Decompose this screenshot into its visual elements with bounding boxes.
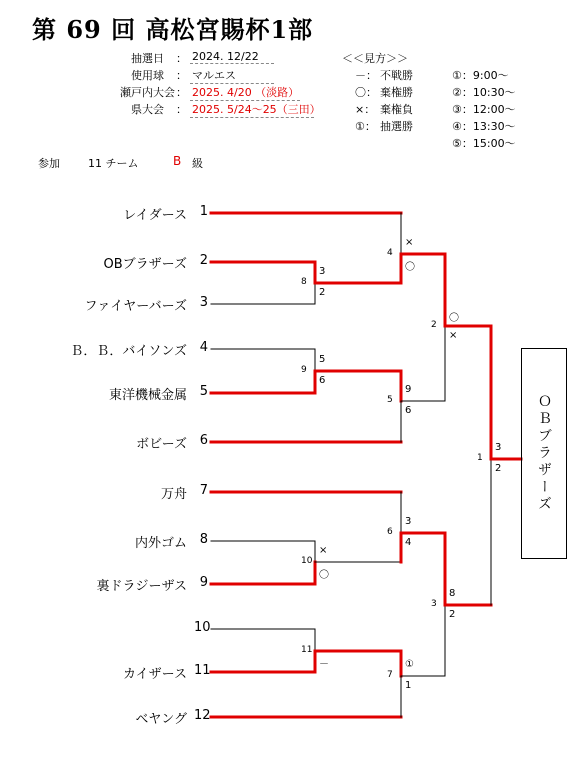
score-top: ×: [405, 237, 414, 248]
team-number: 6: [199, 433, 208, 448]
ball-value: マルエス: [190, 67, 274, 84]
match-number: 3: [431, 599, 437, 609]
match-number: 6: [387, 527, 393, 537]
score-top: 3: [495, 442, 502, 453]
legend-mark: ×：: [355, 103, 376, 116]
team-name: レイダース: [123, 208, 187, 223]
team-number: 3: [199, 295, 208, 310]
info-colon: ：: [176, 103, 187, 116]
champion-box: [521, 348, 567, 559]
score-bottom: 2: [319, 287, 326, 298]
team-name: 東洋機械金属: [108, 388, 187, 403]
score-top: ①: [405, 659, 414, 670]
prefecture-label: 県大会: [131, 103, 164, 116]
score-bottom: 〇: [319, 570, 329, 581]
legend-time: ④：13:30～: [452, 120, 516, 133]
participation-label: 参加: [38, 157, 60, 170]
score-top: 8: [449, 588, 456, 599]
team-count: 11 チーム: [88, 157, 139, 170]
info-colon: ：: [176, 69, 187, 82]
team-name: ファイヤーバーズ: [84, 299, 187, 314]
match-number: 10: [301, 556, 313, 566]
match-number: 2: [431, 320, 437, 330]
match-number: 4: [387, 248, 393, 258]
score-bottom: 1: [405, 680, 412, 691]
score-top: 3: [319, 266, 326, 277]
match-number: 5: [387, 395, 393, 405]
score-top: 5: [319, 354, 326, 365]
legend-mark-text: 棄権負: [380, 103, 413, 116]
legend-heading: ＜＜見方＞＞: [342, 52, 408, 65]
team-name: カイザース: [123, 667, 187, 682]
legend-mark-text: 不戦勝: [380, 69, 413, 82]
score-bottom: 〇: [405, 262, 415, 273]
team-number: 5: [199, 384, 208, 399]
team-name: 内外ゴム: [134, 536, 187, 551]
score-bottom: 4: [405, 537, 412, 548]
score-bottom: 6: [319, 375, 326, 386]
legend-time: ①：9:00～: [452, 69, 509, 82]
score-bottom: 2: [495, 463, 502, 474]
team-number: 12: [194, 708, 211, 723]
match-number: 7: [387, 670, 393, 680]
team-number: 11: [194, 663, 211, 678]
team-number: 8: [199, 532, 208, 547]
team-number: 4: [199, 340, 208, 355]
team-number: 9: [199, 575, 208, 590]
legend-time: ⑤：15:00～: [452, 137, 516, 150]
ball-label: 使用球: [131, 69, 164, 82]
page-title: 第 69 回 高松宮賜杯1部: [32, 15, 314, 44]
match-number: 11: [301, 645, 313, 655]
class-suffix: 級: [192, 157, 203, 170]
champion-name: ＯＢブラザーズ: [536, 394, 552, 513]
team-number: 10: [194, 620, 211, 635]
score-bottom: －: [319, 659, 329, 670]
team-name: Ｂ．Ｂ．バイソンズ: [70, 344, 187, 359]
setouchi-label: 瀬戸内大会: [120, 86, 175, 99]
score-bottom: ×: [449, 330, 458, 341]
team-number: 7: [199, 483, 208, 498]
team-name: ベヤング: [135, 712, 187, 727]
match-number: 8: [301, 277, 307, 287]
draw-date-value: 2024. 12/22: [190, 50, 274, 64]
draw-date-label: 抽選日: [131, 52, 164, 65]
match-number: 9: [301, 365, 307, 375]
legend-mark: ①：: [355, 120, 376, 133]
legend-mark: 〇：: [355, 86, 377, 99]
legend-mark: －：: [355, 69, 377, 82]
team-number: 1: [199, 204, 208, 219]
setouchi-value: 2025. 4/20 （淡路）: [192, 86, 300, 99]
score-top: 9: [405, 384, 412, 395]
score-bottom: 6: [405, 405, 412, 416]
info-colon: ：: [176, 52, 187, 65]
team-name: 万舟: [160, 487, 187, 502]
score-top: 3: [405, 516, 412, 527]
legend-time: ③：12:00～: [452, 103, 516, 116]
score-top: 〇: [449, 313, 459, 324]
score-top: ×: [319, 545, 328, 556]
legend-time: ②：10:30～: [452, 86, 516, 99]
team-name: OBブラザーズ: [103, 257, 187, 272]
legend-mark-text: 抽選勝: [380, 120, 413, 133]
match-number: 1: [477, 453, 483, 463]
prefecture-value: 2025. 5/24～25（三田）: [192, 103, 321, 116]
team-name: ボビーズ: [136, 437, 187, 452]
legend-mark-text: 棄権勝: [380, 86, 413, 99]
score-bottom: 2: [449, 609, 456, 620]
class-letter: B: [173, 154, 182, 168]
info-colon: ：: [176, 86, 187, 99]
team-name: 裏ドラジーザス: [96, 579, 187, 594]
team-number: 2: [199, 253, 208, 268]
